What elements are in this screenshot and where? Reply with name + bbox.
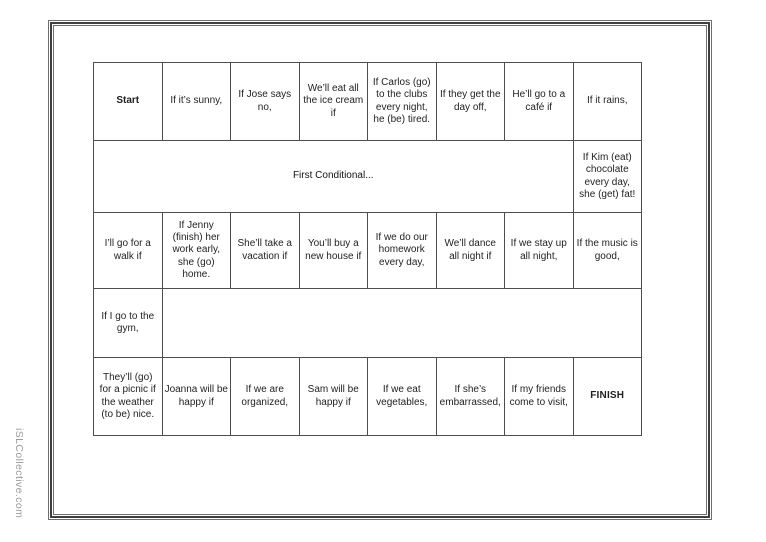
board-cell: You’ll buy a new house if (299, 213, 368, 289)
start-cell: Start (94, 63, 163, 141)
page-border-frame-inner (53, 25, 707, 515)
board-cell: If it rains, (573, 63, 642, 141)
conditional-board-table (93, 62, 642, 436)
board-cell: If it’s sunny, (162, 63, 231, 141)
board-row-5 (94, 358, 642, 436)
board-row-2 (94, 141, 642, 213)
board-cell: If Kim (eat) chocolate every day, she (get) fat! (573, 141, 642, 213)
board-cell: We’ll dance all night if (436, 213, 505, 289)
board-cell: If we are organized, (231, 358, 300, 436)
board-cell: If Carlos (go) to the clubs every night, he (be) tired. (368, 63, 437, 141)
page-border-frame-middle (50, 22, 710, 518)
board-cell: Sam will be happy if (299, 358, 368, 436)
board-cell: If I go to the gym, (94, 289, 163, 358)
board-cell: If Jenny (finish) her work early, she (go) home. (162, 213, 231, 289)
board-cell: We’ll eat all the ice cream if (299, 63, 368, 141)
board-cell: If Jose says no, (231, 63, 300, 141)
board-cell: I’ll go for a walk if (94, 213, 163, 289)
board-cell: If my friends come to visit, (505, 358, 574, 436)
board-cell: If they get the day off, (436, 63, 505, 141)
board-cell: If the music is good, (573, 213, 642, 289)
empty-board-area (162, 289, 642, 358)
board-cell: She’ll take a vacation if (231, 213, 300, 289)
board-cell: If we do our homework every day, (368, 213, 437, 289)
board-cell: They’ll (go) for a picnic if the weather (to be) nice. (94, 358, 163, 436)
finish-cell: FINISH (573, 358, 642, 436)
board-row-1 (94, 63, 642, 141)
board-row-3 (94, 213, 642, 289)
board-cell: Joanna will be happy if (162, 358, 231, 436)
board-cell: If she’s embarrassed, (436, 358, 505, 436)
worksheet-title: First Conditional... (94, 141, 574, 213)
watermark-vertical-text: iSLCollective.com (13, 428, 25, 519)
board-cell: If we eat vegetables, (368, 358, 437, 436)
page-border-frame (48, 20, 712, 520)
board-row-4 (94, 289, 642, 358)
board-cell: He’ll go to a café if (505, 63, 574, 141)
board-cell: If we stay up all night, (505, 213, 574, 289)
